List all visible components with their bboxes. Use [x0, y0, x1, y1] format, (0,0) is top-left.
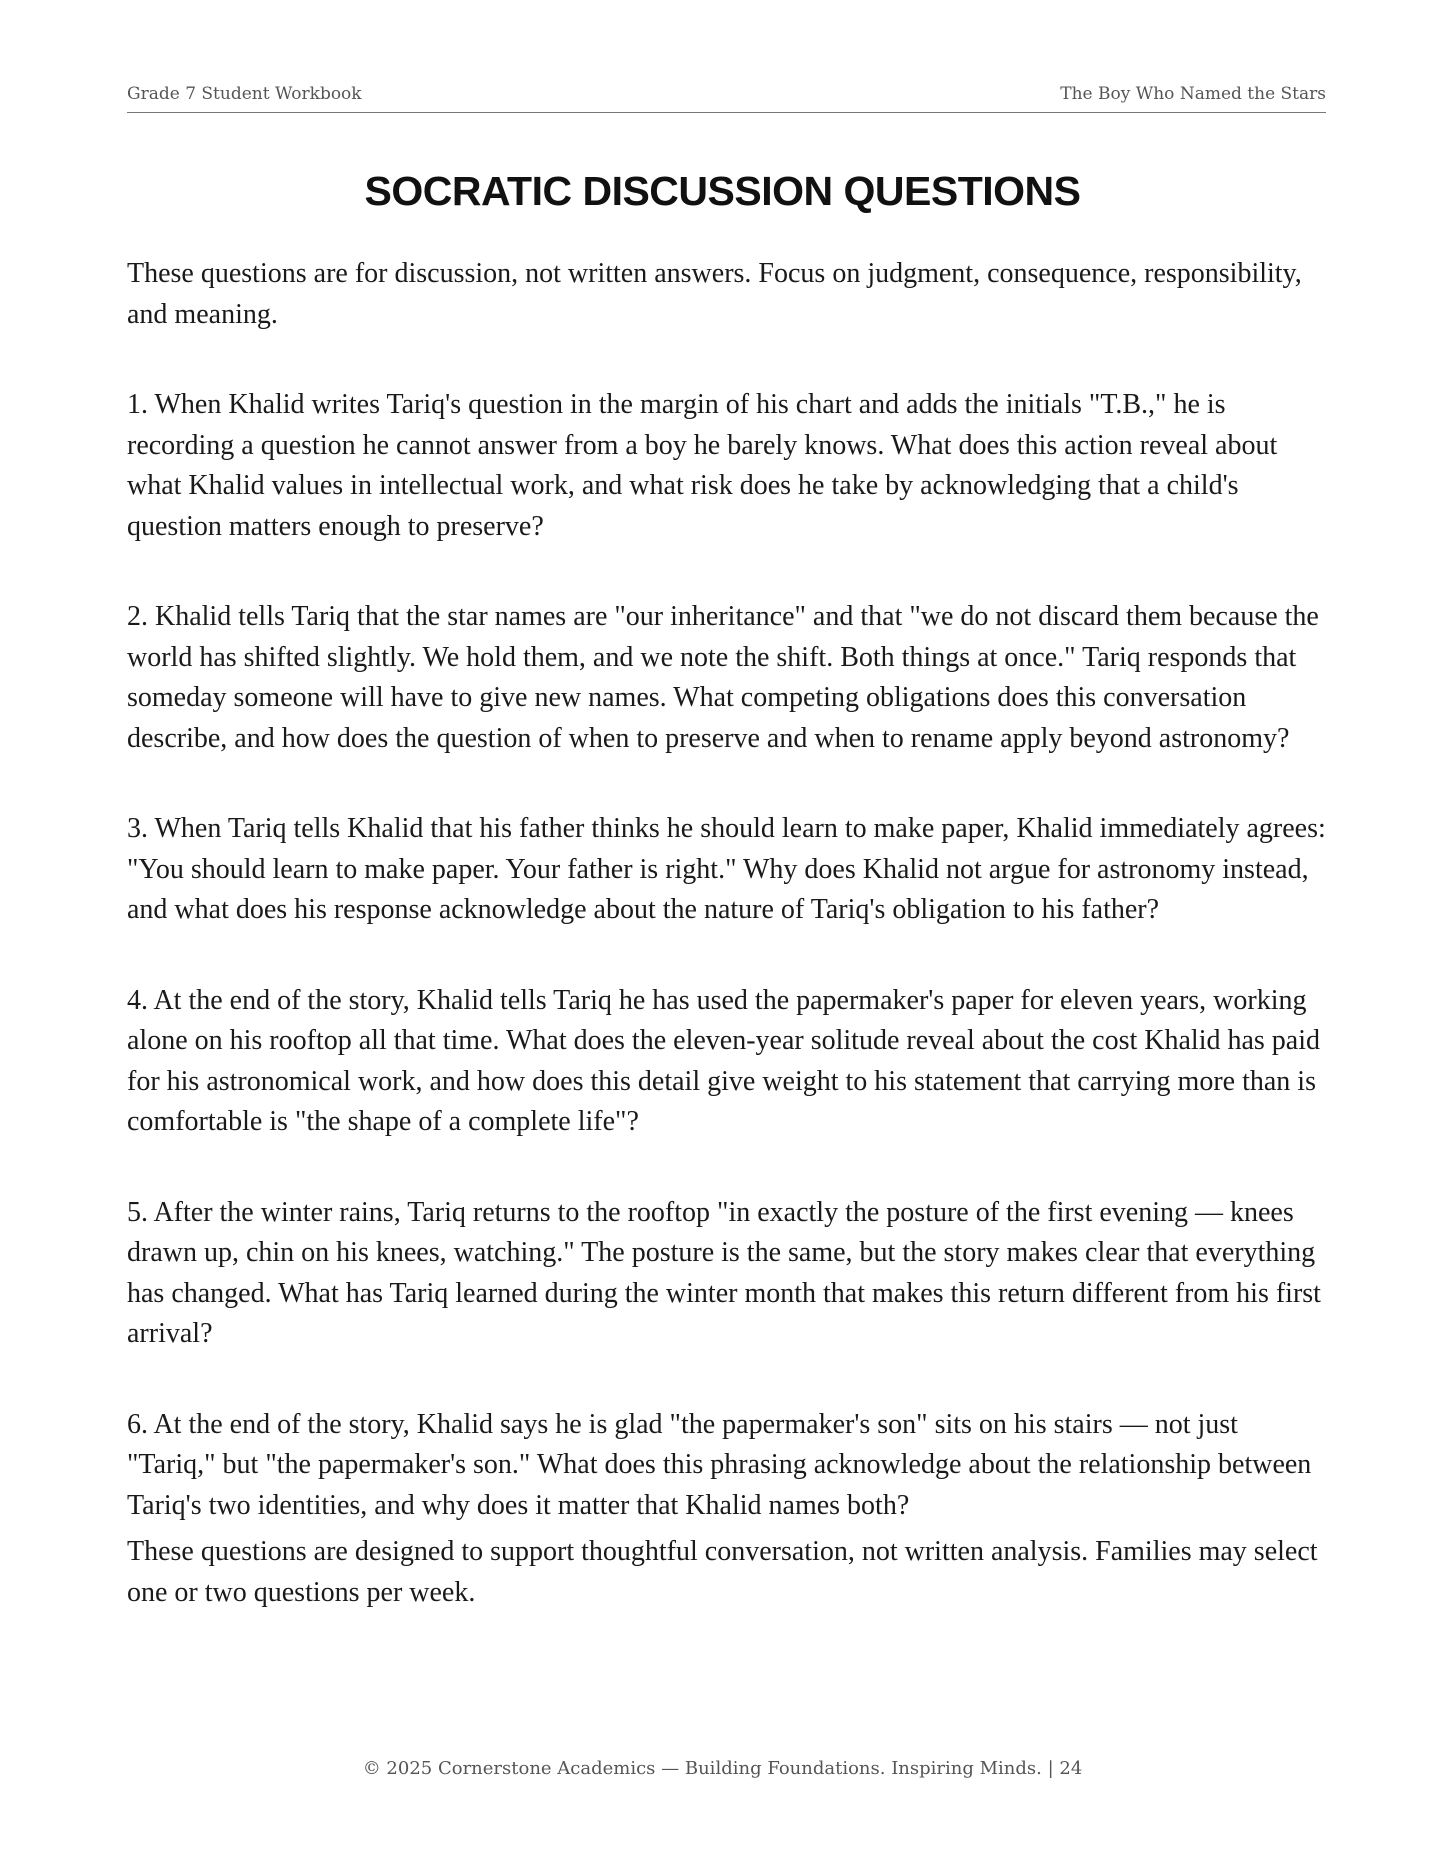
question-2: 2. Khalid tells Tariq that the star names are "our inheritance" and that "we do not discard them because the world has shifted slightly. We hold them, and we note the shift. Both things at once." Tariq responds that someday someone will have to give new names. What competing obligations does this conversation describe, and how does the question of when to preserve and when to rename apply beyond astronomy? [127, 601, 1319, 754]
question-4: 4. At the end of the story, Khalid tells Tariq he has used the papermaker's paper for eleven years, working alone on his rooftop all that time. What does the eleven-year solitude reveal about the cost Khalid has paid for his astronomical work, and how does this detail give weight to his statement that carrying more than is comfortable is "the shape of a complete life"? [127, 984, 1321, 1137]
page-title: SOCRATIC DISCUSSION QUESTIONS [364, 168, 1081, 214]
discussion-content [127, 254, 1327, 1613]
running-header [127, 84, 1326, 113]
header-workbook-label: Grade 7 Student Workbook [127, 84, 362, 104]
question-5: 5. After the winter rains, Tariq returns to the rooftop "in exactly the posture of the first evening — knees drawn up, chin on his knees, watching." The posture is the same, but the story makes clear that everything has changed. What has Tariq learned during the winter month that makes this return different from his first arrival? [127, 1196, 1321, 1349]
intro-paragraph: These questions are for discussion, not written answers. Focus on judgment, consequence, responsibility, and meaning. [127, 258, 1302, 330]
question-6: 6. At the end of the story, Khalid says he is glad "the papermaker's son" sits on his stairs — not just "Tariq," but "the papermaker's son." What does this phrasing acknowledge about the relationship between Tariq's two identities, and why does it matter that Khalid names both? [127, 1408, 1312, 1521]
closing-note: These questions are designed to support thoughtful conversation, not written analysis. Families may select one or two questions per week. [127, 1536, 1318, 1608]
header-book-title: The Boy Who Named the Stars [1060, 84, 1326, 104]
question-1: 1. When Khalid writes Tariq's question in the margin of his chart and adds the initials "T.B.," he is recording a question he cannot answer from a boy he barely knows. What does this action reveal about what Khalid values in intellectual work, and what risk does he take by acknowledging that a child's question matters enough to preserve? [127, 389, 1278, 542]
question-3: 3. When Tariq tells Khalid that his father thinks he should learn to make paper, Khalid immediately agrees: "You should learn to make paper. Your father is right." Why does Khalid not argue for astronomy instead, and what does his response acknowledge about the nature of Tariq's obligation to his father? [127, 813, 1326, 925]
page-footer: © 2025 Cornerstone Academics — Building Foundations. Inspiring Minds. | 24 [362, 1758, 1083, 1779]
